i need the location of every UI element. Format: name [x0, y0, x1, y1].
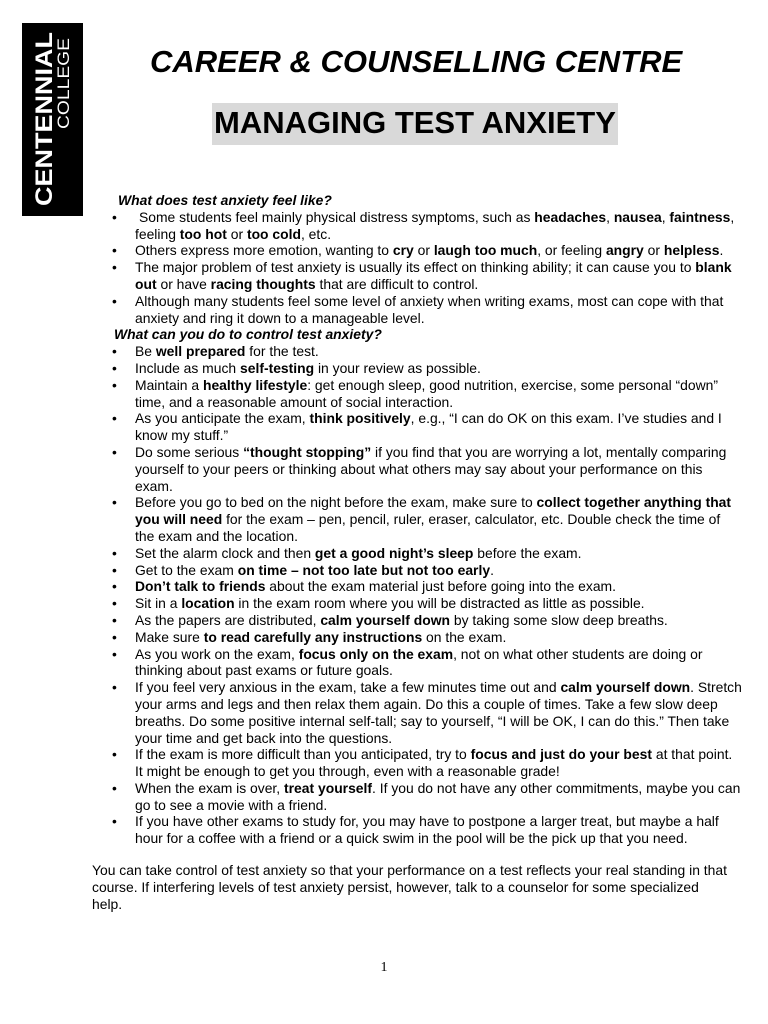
list-item-text — [135, 494, 731, 544]
list-item — [92, 293, 742, 327]
list-item — [92, 410, 742, 444]
emphasis-text: calm yourself down — [560, 679, 691, 696]
section-heading-feel: What does test anxiety feel like? — [118, 192, 332, 208]
list-item — [92, 209, 742, 243]
list-item — [92, 242, 742, 259]
body-text: or — [413, 242, 434, 259]
body-text: . — [719, 242, 724, 259]
list-item — [92, 679, 742, 746]
list-item-text — [135, 242, 723, 258]
body-text: , e.g., “I can do OK on this exam. I’ve studies and I know my stuff.” — [135, 410, 722, 444]
emphasis-text: racing thoughts — [210, 275, 316, 292]
emphasis-text: well prepared — [155, 343, 246, 360]
list-item — [92, 595, 742, 612]
body-text: Do some serious — [135, 443, 244, 460]
list-item — [92, 746, 742, 780]
body-text: . If you do not have any other commitments, maybe you can go to see a movie with a friend. — [135, 779, 741, 813]
list-item — [92, 780, 742, 814]
body-text: in your review as possible. — [314, 359, 481, 376]
list-item — [92, 562, 742, 579]
emphasis-text: to read carefully any instructions — [203, 628, 423, 645]
list-item-text — [135, 629, 506, 645]
list-item-text — [135, 679, 742, 745]
body-text: Set the alarm clock and then — [135, 544, 315, 561]
body-text: Be — [135, 343, 156, 360]
list-item-text — [135, 595, 645, 611]
list-item — [92, 360, 742, 377]
list-item-text — [135, 746, 732, 779]
centre-title: CAREER & COUNSELLING CENTRE — [150, 44, 683, 79]
body-text: or — [643, 242, 664, 259]
body-text: , feeling — [135, 208, 735, 242]
emphasis-text: blank out — [135, 259, 732, 292]
body-text: on the exam. — [422, 628, 507, 645]
emphasis-text: think positively — [309, 410, 411, 427]
body-text: Before you go to bed on the night before the exam, make sure to — [135, 494, 537, 511]
body-text: When the exam is over, — [135, 779, 285, 796]
emphasis-text: cry — [392, 242, 414, 259]
body-text: If you have other exams to study for, you may have to postpone a larger treat, but maybe a half hour for a coffee with a friend or a quick swim in the pool will be the pick up that you need. — [135, 813, 719, 847]
body-text: at that point. It might be enough to get you through, even with a reasonable grade! — [135, 746, 733, 780]
strategy-list — [92, 343, 742, 847]
body-text: or have — [156, 275, 211, 292]
body-text: , not on what other students are doing or thinking about past exams or future goals. — [135, 645, 703, 679]
list-item-text — [135, 343, 319, 359]
emphasis-text: faintness — [669, 208, 731, 225]
list-item-text — [135, 377, 718, 410]
list-item — [92, 343, 742, 360]
list-item-text — [135, 612, 668, 628]
emphasis-text: Don’t talk to friends — [135, 578, 266, 595]
body-text: before the exam. — [473, 544, 582, 561]
body-text: The major problem of test anxiety is usually its effect on thinking ability; it can cause you to — [135, 259, 696, 276]
document-body — [92, 192, 742, 912]
body-text: if you find that you are worrying a lot, mentally comparing yourself to your peers or thinking about what others may say about your performance on this exam. — [135, 443, 727, 494]
list-item-text — [135, 410, 722, 443]
body-text: Although many students feel some level of anxiety when writing exams, most can cope with that anxiety and ring it down to a manageable level. — [135, 292, 724, 326]
emphasis-text: too cold — [246, 225, 301, 242]
list-item-text — [135, 780, 740, 813]
logo-college-text: COLLEGE — [54, 48, 73, 129]
body-text: Include as much — [135, 359, 241, 376]
body-text: . Stretch your arms and legs and then relax them again. Do this a couple of times. Take a few slow deep breaths. Do some positive internal self-tall; say to yourself, “I will be OK, I can do this.” Then take your time and get back into the questions. — [135, 679, 742, 746]
list-item-text — [135, 578, 616, 594]
list-item — [92, 377, 742, 411]
list-item — [92, 646, 742, 680]
emphasis-text: headaches — [534, 208, 607, 225]
emphasis-text: treat yourself — [284, 779, 373, 796]
list-item-text — [135, 646, 702, 679]
body-text: As the papers are distributed, — [135, 611, 321, 628]
symptom-list — [92, 209, 742, 327]
body-text: or — [226, 225, 247, 242]
body-text: Make sure — [135, 628, 204, 645]
emphasis-text: self-testing — [240, 359, 315, 376]
body-text: If the exam is more difficult than you anticipated, try to — [135, 746, 471, 763]
emphasis-text: nausea — [613, 208, 662, 225]
body-text: As you anticipate the exam, — [135, 410, 310, 427]
emphasis-text: helpless — [663, 242, 720, 259]
body-text: Maintain a — [135, 376, 203, 393]
body-text: , — [606, 208, 614, 225]
list-item — [92, 578, 742, 595]
emphasis-text: focus and just do your best — [470, 746, 652, 763]
body-text: about the exam material just before going into the exam. — [265, 578, 616, 595]
emphasis-text: collect together anything that you will need — [135, 494, 732, 528]
emphasis-text: healthy lifestyle — [202, 376, 308, 393]
body-text: for the exam – pen, pencil, ruler, eraser, calculator, etc. Double check the time of the exam and the location. — [135, 511, 721, 544]
emphasis-text: on time – not too late but not too early — [237, 561, 491, 578]
list-item — [92, 259, 742, 293]
closing-paragraph: You can take control of test anxiety so that your performance on a test reflects your real standing in that course. If interfering levels of test anxiety persist, however, talk to a counselor for some specialized help. — [92, 862, 727, 912]
body-text: Get to the exam — [135, 561, 238, 578]
emphasis-text: “thought stopping” — [243, 443, 372, 460]
body-text: : get enough sleep, good nutrition, exercise, some personal “down” time, and a reasonable amount of social interaction. — [135, 376, 718, 410]
body-text: If you feel very anxious in the exam, take a few minutes time out and — [135, 679, 561, 696]
body-text: for the test. — [245, 343, 319, 360]
list-item-text — [135, 209, 734, 242]
emphasis-text: focus only on the exam — [298, 645, 454, 662]
body-text: , etc. — [300, 225, 332, 242]
page-number: 1 — [380, 960, 388, 975]
list-item-text — [135, 293, 723, 326]
list-item — [92, 444, 742, 494]
emphasis-text: laugh too much — [433, 242, 538, 259]
document-title: MANAGING TEST ANXIETY — [212, 103, 618, 145]
body-text: Others express more emotion, wanting to — [135, 242, 393, 259]
list-item-text — [135, 444, 726, 494]
list-item-text — [135, 360, 481, 376]
list-item — [92, 545, 742, 562]
body-text: in the exam room where you will be distracted as little as possible. — [234, 595, 645, 612]
body-text: , or feeling — [537, 242, 606, 259]
body-text: that are difficult to control. — [315, 275, 479, 292]
college-logo — [22, 23, 83, 216]
body-text: As you work on the exam, — [135, 645, 299, 662]
emphasis-text: too hot — [179, 225, 227, 242]
list-item — [92, 629, 742, 646]
emphasis-text: angry — [605, 242, 644, 259]
body-text: Sit in a — [135, 595, 182, 612]
body-text: by taking some slow deep breaths. — [450, 611, 668, 628]
section-heading-control: What can you do to control test anxiety? — [114, 326, 382, 343]
list-item-text — [135, 259, 732, 292]
body-text: Some students feel mainly physical distress symptoms, such as — [139, 208, 535, 225]
list-item — [92, 813, 742, 847]
list-item — [92, 494, 742, 544]
list-item-text — [135, 545, 582, 561]
logo-centennial-text: CENTENNIAL — [31, 51, 58, 206]
body-text: . — [490, 561, 494, 578]
list-item-text — [135, 813, 719, 846]
list-item — [92, 612, 742, 629]
emphasis-text: location — [181, 595, 235, 612]
emphasis-text: get a good night’s sleep — [314, 544, 474, 561]
list-item-text — [135, 562, 494, 578]
body-text: , — [661, 208, 670, 225]
emphasis-text: calm yourself down — [320, 611, 451, 628]
